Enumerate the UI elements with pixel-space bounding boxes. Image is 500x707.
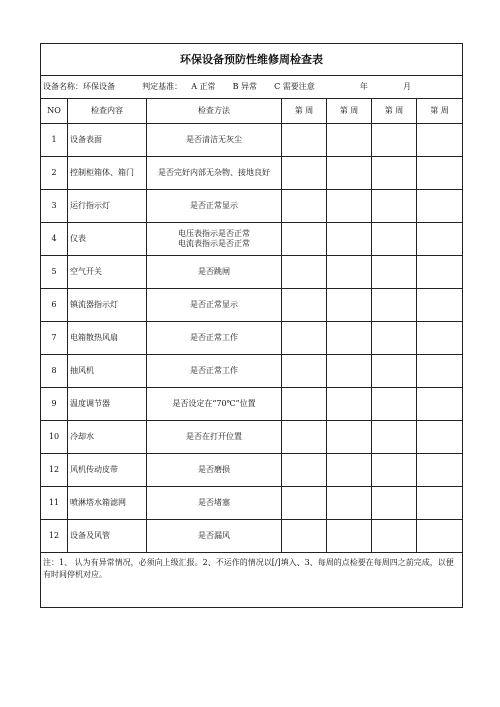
row-number: 11 <box>41 487 68 520</box>
week-check-cell <box>282 157 327 190</box>
week-check-cell <box>327 421 372 454</box>
row-number: 2 <box>41 157 68 190</box>
week-check-cell <box>372 421 417 454</box>
year-label: 年 <box>359 82 368 91</box>
week-check-cell <box>372 190 417 223</box>
header-week-2: 第 周 <box>327 99 372 124</box>
header-item: 检查内容 <box>68 99 147 124</box>
row-number: 1 <box>41 124 68 157</box>
row-item: 设备表面 <box>68 124 147 157</box>
week-check-cell <box>417 421 463 454</box>
week-check-cell <box>327 223 372 256</box>
row-number: 12 <box>41 454 68 487</box>
row-number: 6 <box>41 289 68 322</box>
week-check-cell <box>327 289 372 322</box>
week-check-cell <box>372 487 417 520</box>
row-item: 设备及风管 <box>68 520 147 553</box>
row-method-line: 是否正常显示 <box>190 300 238 309</box>
week-check-cell <box>417 487 463 520</box>
week-check-cell <box>282 289 327 322</box>
week-check-cell <box>327 256 372 289</box>
week-check-cell <box>282 454 327 487</box>
header-no: NO <box>41 99 68 124</box>
header-method: 检查方法 <box>147 99 282 124</box>
week-check-cell <box>327 190 372 223</box>
week-check-cell <box>372 454 417 487</box>
table-row <box>41 256 463 289</box>
equipment-name: 设备名称：环保设备 <box>43 82 115 91</box>
week-check-cell <box>327 520 372 553</box>
row-method-line: 电流表指示是否正常 <box>178 239 250 248</box>
week-check-cell <box>417 256 463 289</box>
week-check-cell <box>372 355 417 388</box>
table-row <box>41 520 463 553</box>
table-row <box>41 124 463 157</box>
row-method-line: 电压表指示是否正常 <box>178 229 250 238</box>
criteria-b: B 异常 <box>232 82 258 91</box>
week-check-cell <box>417 454 463 487</box>
table-row <box>41 322 463 355</box>
week-check-cell <box>282 520 327 553</box>
info-row <box>41 76 463 99</box>
week-check-cell <box>282 124 327 157</box>
row-method-line: 是否清洁无灰尘 <box>186 135 242 144</box>
header-week-4: 第 周 <box>417 99 463 124</box>
row-method-line: 是否正常工作 <box>190 366 238 375</box>
row-item: 抽风机 <box>68 355 147 388</box>
row-method <box>147 256 282 289</box>
sheet-title: 环保设备预防性维修周检查表 <box>41 44 463 76</box>
row-item: 风机传动皮带 <box>68 454 147 487</box>
week-check-cell <box>327 124 372 157</box>
table-row <box>41 190 463 223</box>
row-item: 运行指示灯 <box>68 190 147 223</box>
row-method-line: 是否磨损 <box>198 465 230 474</box>
row-item: 镇流器指示灯 <box>68 289 147 322</box>
row-item: 冷却水 <box>68 421 147 454</box>
header-week-3: 第 周 <box>372 99 417 124</box>
week-check-cell <box>327 157 372 190</box>
week-check-cell <box>282 487 327 520</box>
week-check-cell <box>417 520 463 553</box>
table-row <box>41 289 463 322</box>
week-check-cell <box>282 388 327 421</box>
row-number: 9 <box>41 388 68 421</box>
header-week-1: 第 周 <box>282 99 327 124</box>
week-check-cell <box>282 256 327 289</box>
row-method <box>147 355 282 388</box>
row-method <box>147 322 282 355</box>
row-method-line: 是否设定在“70℃”位置 <box>172 399 256 408</box>
criteria-c: C 需要注意 <box>274 82 315 91</box>
week-check-cell <box>327 322 372 355</box>
row-method <box>147 157 282 190</box>
footnote: 注：1、 认为有异常情况，必须向上级汇报。2、不运作的情况以[/]填入、3、每周的点检要在每周四之前完成，以便有时间停机对应。 <box>41 553 463 608</box>
row-item: 温度调节器 <box>68 388 147 421</box>
row-method <box>147 289 282 322</box>
inspection-table <box>40 43 463 608</box>
week-check-cell <box>327 355 372 388</box>
row-item: 喷淋塔水箱滤网 <box>68 487 147 520</box>
week-check-cell <box>372 157 417 190</box>
week-check-cell <box>372 124 417 157</box>
week-check-cell <box>372 289 417 322</box>
week-check-cell <box>417 223 463 256</box>
row-item: 仪表 <box>68 223 147 256</box>
row-number: 7 <box>41 322 68 355</box>
week-check-cell <box>282 322 327 355</box>
row-number: 3 <box>41 190 68 223</box>
row-number: 12 <box>41 520 68 553</box>
row-method-line: 是否跳闸 <box>198 267 230 276</box>
row-method <box>147 520 282 553</box>
week-check-cell <box>372 388 417 421</box>
row-item: 控制柜箱体、箱门 <box>68 157 147 190</box>
week-check-cell <box>282 223 327 256</box>
table-row <box>41 157 463 190</box>
week-check-cell <box>417 124 463 157</box>
table-row <box>41 223 463 256</box>
table-row <box>41 355 463 388</box>
row-method-line: 是否在打开位置 <box>186 432 242 441</box>
row-method-line: 是否堵塞 <box>198 498 230 507</box>
row-method <box>147 421 282 454</box>
week-check-cell <box>327 454 372 487</box>
table-row <box>41 421 463 454</box>
week-check-cell <box>417 355 463 388</box>
row-item: 空气开关 <box>68 256 147 289</box>
row-method-line: 是否正常显示 <box>190 201 238 210</box>
row-number: 4 <box>41 223 68 256</box>
week-check-cell <box>417 157 463 190</box>
week-check-cell <box>372 520 417 553</box>
week-check-cell <box>372 322 417 355</box>
row-method-line: 是否正常工作 <box>190 333 238 342</box>
row-method-line: 是否漏风 <box>198 531 230 540</box>
row-method <box>147 487 282 520</box>
week-check-cell <box>417 190 463 223</box>
table-row <box>41 388 463 421</box>
week-check-cell <box>372 223 417 256</box>
row-item: 电箱散热风扇 <box>68 322 147 355</box>
week-check-cell <box>417 388 463 421</box>
week-check-cell <box>282 190 327 223</box>
row-method <box>147 388 282 421</box>
criteria-label: 判定基准： <box>142 82 183 91</box>
row-method <box>147 223 282 256</box>
row-number: 5 <box>41 256 68 289</box>
table-row <box>41 454 463 487</box>
criteria-a: A 正常 <box>191 82 216 91</box>
row-method-line: 是否完好内部无杂物、接地良好 <box>158 168 270 177</box>
week-check-cell <box>282 355 327 388</box>
row-method <box>147 190 282 223</box>
week-check-cell <box>417 322 463 355</box>
row-number: 8 <box>41 355 68 388</box>
inspection-sheet <box>40 43 462 608</box>
week-check-cell <box>372 256 417 289</box>
header-row <box>41 99 463 124</box>
week-check-cell <box>282 421 327 454</box>
month-label: 月 <box>402 82 411 91</box>
table-row <box>41 487 463 520</box>
week-check-cell <box>417 289 463 322</box>
week-check-cell <box>327 487 372 520</box>
row-number: 10 <box>41 421 68 454</box>
row-method <box>147 454 282 487</box>
row-method <box>147 124 282 157</box>
week-check-cell <box>327 388 372 421</box>
